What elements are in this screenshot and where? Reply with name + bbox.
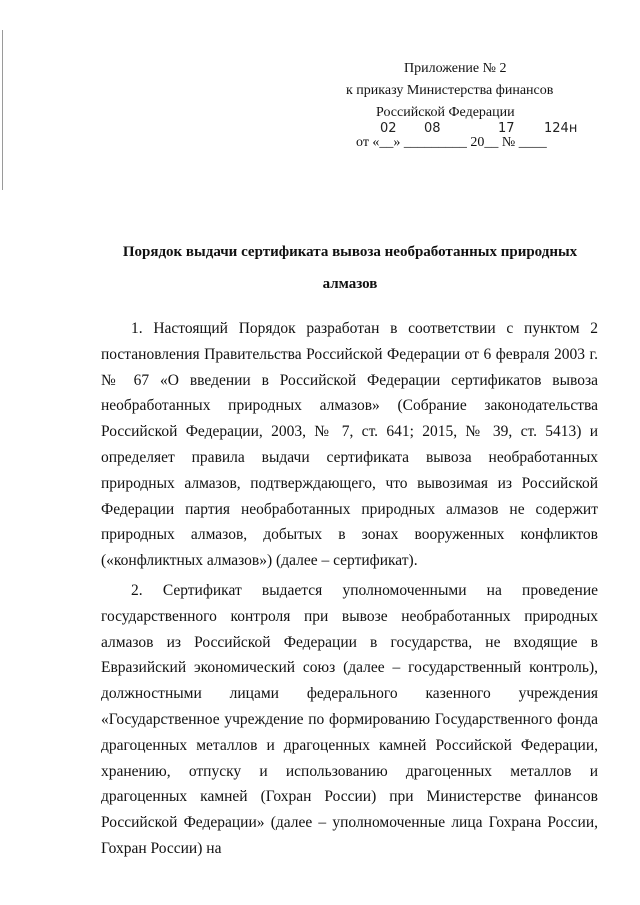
document-body xyxy=(101,316,598,866)
federation-line: Российской Федерации xyxy=(376,105,515,120)
paragraph-1: 1. Настоящий Порядок разработан в соответствии с пунктом 2 постановления Правительства Российской Федерации от 6 февраля 2003 г. № 67 «О введении в Российской Федерации сертификатов вывоза необработанных природных алмазов» (Собрание законодательства Российской Федерации, 2003, № 7, ст. 641; 2015, № 39, ст. 5413) и определяет правила выдачи сертификата вывоза необработанных природных алмазов, подтверждающего, что вывозимая из Российской Федерации партия необработанных природных алмазов не содержит природных алмазов, добытых в зонах вооруженных конфликтов («конфликтных алмазов») (далее – сертификат). xyxy=(101,320,598,570)
handwritten-year: 17 xyxy=(498,121,515,136)
order-date-template: от «__» _________ 20__ № ____ xyxy=(356,135,547,150)
handwritten-month: 08 xyxy=(424,121,441,136)
document-title: Порядок выдачи сертификата вывоза необработанных природных алмазов xyxy=(122,244,578,292)
order-reference: к приказу Министерства финансов xyxy=(346,83,554,98)
paragraph-2: 2. Сертификат выдается уполномоченными на проведение государственного контроля при вывозе необработанных природных алмазов из Российской Федерации в государства, не входящие в Евразийский экономический союз (далее – государственный контроль), должностными лицами федерального казенного учреждения «Государственное учреждение по формированию Государственного фонда драгоценных металлов и драгоценных камней Российской Федерации, хранению, отпуску и использованию драгоценных металлов и драгоценных камней (Гохран России) при Министерстве финансов Российской Федерации» (далее – уполномоченные лица Гохрана России, Гохран России) на xyxy=(101,581,598,857)
handwritten-order-number: 124н xyxy=(544,121,578,136)
order-date-row xyxy=(340,121,600,150)
handwritten-day: 02 xyxy=(380,121,397,136)
appendix-number: Приложение № 2 xyxy=(404,61,507,76)
scan-edge-line xyxy=(2,30,3,190)
appendix-header xyxy=(340,58,600,148)
